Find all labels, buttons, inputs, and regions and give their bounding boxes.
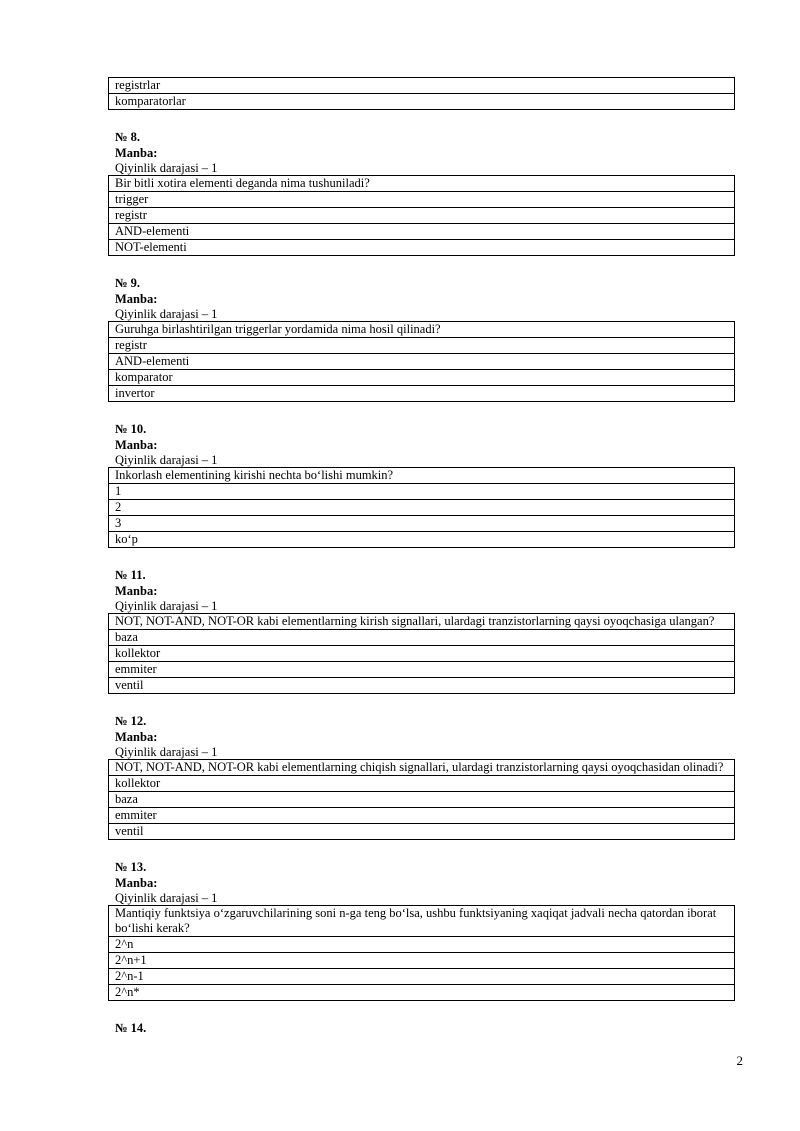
answer-option: baza: [109, 792, 734, 808]
answer-option: invertor: [109, 386, 734, 402]
answer-option: 3: [109, 516, 734, 532]
answer-option: NOT-elementi: [109, 240, 734, 256]
answer-option: 2: [109, 500, 734, 516]
question-text: Mantiqiy funktsiya o‘zgaruvchilarining soni n-ga teng bo‘lsa, ushbu funktsiyaning xaqiqat jadvali necha qatordan iborat bo‘lishi kerak?: [109, 906, 734, 937]
question-block: [108, 421, 735, 548]
answer-option: 2^n*: [109, 985, 734, 1001]
answer-option: registrlar: [109, 78, 734, 94]
answer-option: ventil: [109, 678, 734, 694]
question-text: Bir bitli xotira elementi deganda nima tushuniladi?: [109, 176, 734, 192]
page-number: 2: [736, 1053, 743, 1068]
answer-option: AND-elementi: [109, 354, 734, 370]
source-label: Manba:: [115, 876, 158, 890]
answer-option: emmiter: [109, 808, 734, 824]
question-table: [108, 467, 735, 548]
source-label: Manba:: [115, 584, 158, 598]
answer-option: kollektor: [109, 646, 734, 662]
answer-option: 2^n+1: [109, 953, 734, 969]
carry-over-table: [108, 77, 735, 110]
question-number: № 13.: [115, 860, 147, 874]
question-block: [108, 275, 735, 402]
answer-option: registr: [109, 208, 734, 224]
difficulty-level: Qiyinlik darajasi – 1: [115, 453, 218, 467]
question-table: [108, 175, 735, 256]
answer-option: komparatorlar: [109, 94, 734, 110]
question-block: [108, 859, 735, 1001]
document-body: [108, 77, 735, 1036]
question-number: № 11.: [115, 568, 146, 582]
difficulty-level: Qiyinlik darajasi – 1: [115, 307, 218, 321]
question-number: № 12.: [115, 714, 147, 728]
question-table: [108, 613, 735, 694]
answer-option: 2^n-1: [109, 969, 734, 985]
answer-option: emmiter: [109, 662, 734, 678]
question-block: [108, 129, 735, 256]
question-block: [108, 567, 735, 694]
answer-option: baza: [109, 630, 734, 646]
difficulty-level: Qiyinlik darajasi – 1: [115, 891, 218, 905]
question-block: [108, 1020, 735, 1036]
difficulty-level: Qiyinlik darajasi – 1: [115, 599, 218, 613]
question-number: № 14.: [115, 1021, 147, 1035]
source-label: Manba:: [115, 146, 158, 160]
question-number: № 10.: [115, 422, 147, 436]
source-label: Manba:: [115, 438, 158, 452]
question-table: [108, 321, 735, 402]
question-number: № 9.: [115, 276, 141, 290]
answer-option: 1: [109, 484, 734, 500]
source-label: Manba:: [115, 730, 158, 744]
question-table: [108, 905, 735, 1001]
question-table: [108, 759, 735, 840]
answer-option: ko‘p: [109, 532, 734, 548]
answer-option: komparator: [109, 370, 734, 386]
question-text: NOT, NOT-AND, NOT-OR kabi elementlarning kirish signallari, ulardagi tranzistorlarning qaysi oyoqchasiga ulangan?: [109, 614, 734, 630]
answer-option: AND-elementi: [109, 224, 734, 240]
question-number: № 8.: [115, 130, 141, 144]
question-block: [108, 713, 735, 840]
answer-option: kollektor: [109, 776, 734, 792]
difficulty-level: Qiyinlik darajasi – 1: [115, 745, 218, 759]
difficulty-level: Qiyinlik darajasi – 1: [115, 161, 218, 175]
question-text: Guruhga birlashtirilgan triggerlar yordamida nima hosil qilinadi?: [109, 322, 734, 338]
answer-option: registr: [109, 338, 734, 354]
source-label: Manba:: [115, 292, 158, 306]
question-text: NOT, NOT-AND, NOT-OR kabi elementlarning chiqish signallari, ulardagi tranzistorlarning qaysi oyoqchasidan olinadi?: [109, 760, 734, 776]
answer-option: 2^n: [109, 937, 734, 953]
answer-option: trigger: [109, 192, 734, 208]
answer-option: ventil: [109, 824, 734, 840]
question-text: Inkorlash elementining kirishi nechta bo‘lishi mumkin?: [109, 468, 734, 484]
